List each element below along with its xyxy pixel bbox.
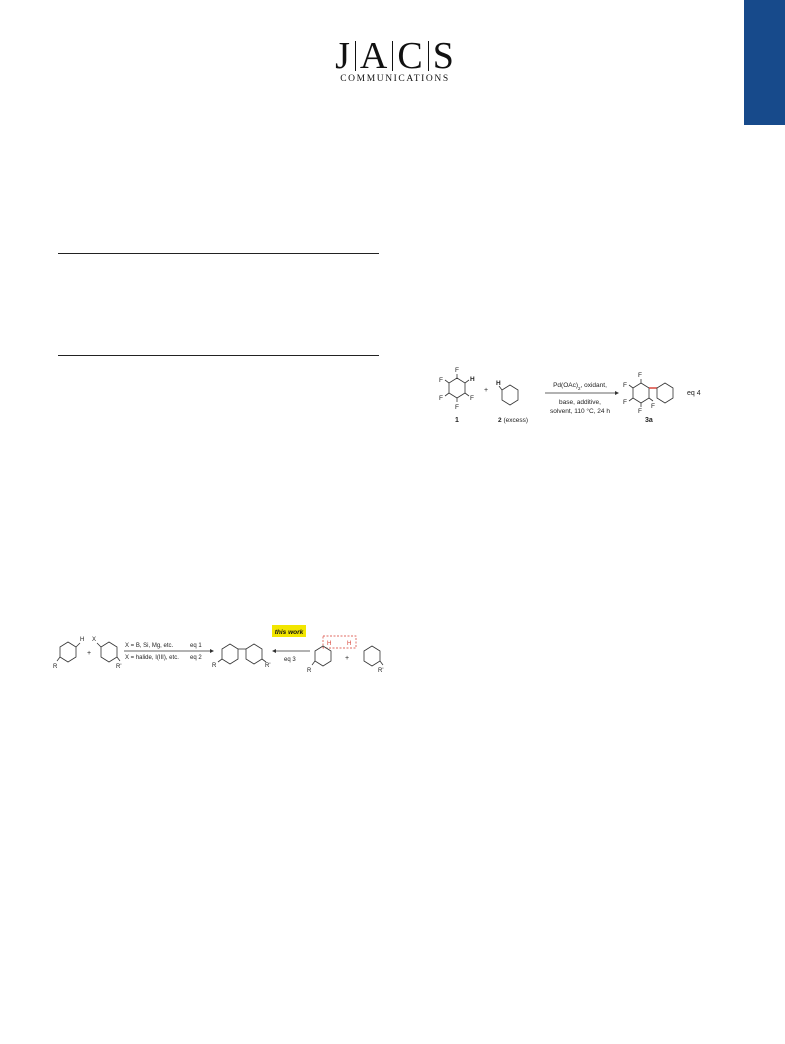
section-corner-tab xyxy=(744,0,785,125)
pentafluorobenzene-ring xyxy=(445,374,469,402)
compound-2-label xyxy=(498,417,528,424)
abstract-top-rule xyxy=(58,253,379,254)
product-phenyl-ring xyxy=(657,383,673,403)
scheme-eq4 xyxy=(435,362,725,434)
scheme-eq1-3-drawing xyxy=(52,622,387,682)
journal-logo-letters xyxy=(332,36,458,76)
eq1-condition: X = B, Si, Mg, etc. xyxy=(125,643,174,649)
biaryl-rprime-label: R' xyxy=(265,663,271,669)
plus-sign-eq4: + xyxy=(484,387,489,394)
eq4-label: eq 4 xyxy=(687,390,701,397)
cdc-rprime-label: R' xyxy=(378,668,384,674)
arene-h-label: H xyxy=(80,637,85,643)
f-label-3a-e: F xyxy=(651,403,655,410)
condition-line-2: base, additive, xyxy=(559,399,601,406)
arene-r-label: R xyxy=(53,664,58,670)
biaryl-product xyxy=(218,644,266,664)
cdc-arene-right xyxy=(364,646,383,666)
compound-1-label: 1 xyxy=(455,417,459,424)
eq2-label: eq 2 xyxy=(190,655,202,661)
arene-x-label: X xyxy=(92,637,97,643)
scheme-eq1-3 xyxy=(52,622,387,682)
scheme-eq4-drawing xyxy=(435,362,725,434)
logo-letter-j: J xyxy=(335,35,351,77)
compound-2-note: (excess) xyxy=(503,417,528,424)
h-label-1: H xyxy=(470,376,475,383)
journal-logo xyxy=(332,36,458,84)
cdc-h-right: H xyxy=(347,641,352,647)
arene-h-ring xyxy=(57,642,80,662)
product-fluoro-ring xyxy=(629,379,653,407)
benzene-ring xyxy=(499,385,518,405)
f-label-3a-c: F xyxy=(623,399,627,406)
logo-letter-s: S xyxy=(432,35,455,77)
logo-letter-a: A xyxy=(359,35,389,77)
plus-sign-2: + xyxy=(345,655,350,662)
logo-letter-c: C xyxy=(397,35,424,77)
f-label-1d: F xyxy=(439,395,443,402)
cdc-r-label: R xyxy=(307,668,312,674)
this-work-label: this work xyxy=(274,629,304,636)
cdc-h-left: H xyxy=(327,641,332,647)
compound-2-number: 2 xyxy=(498,417,502,424)
condition-line-3: solvent, 110 °C, 24 h xyxy=(550,408,610,415)
h-label-2: H xyxy=(496,380,501,387)
eq3-label: eq 3 xyxy=(284,657,296,663)
biaryl-r-label: R xyxy=(212,663,217,669)
plus-sign-1: + xyxy=(87,650,92,657)
condition-oxidant: , oxidant, xyxy=(580,382,607,389)
f-label-3a-b: F xyxy=(623,382,627,389)
reaction-arrow-head xyxy=(615,391,619,395)
forward-arrow-head xyxy=(210,649,214,653)
arene-x-ring xyxy=(97,642,120,662)
f-label-1e: F xyxy=(439,377,443,384)
f-label-3a-d: F xyxy=(638,408,642,415)
condition-line-1 xyxy=(553,382,607,391)
f-label-3a-a: F xyxy=(638,372,642,379)
f-label-1b: F xyxy=(470,395,474,402)
arene-rprime-label: R' xyxy=(116,664,122,670)
reverse-arrow-head xyxy=(272,649,276,653)
journal-subtitle: COMMUNICATIONS xyxy=(340,74,450,84)
abstract-bottom-rule xyxy=(58,355,379,356)
condition-catalyst: Pd(OAc) xyxy=(553,382,579,389)
f-label-1c: F xyxy=(455,404,459,411)
eq1-label: eq 1 xyxy=(190,643,202,649)
cdc-arene-left xyxy=(312,646,331,666)
product-3a-label: 3a xyxy=(645,417,653,424)
condition-catalyst-subscript: 2 xyxy=(578,385,581,391)
eq2-condition: X = halide, I(III), etc. xyxy=(125,655,179,661)
f-label-1a: F xyxy=(455,367,459,374)
